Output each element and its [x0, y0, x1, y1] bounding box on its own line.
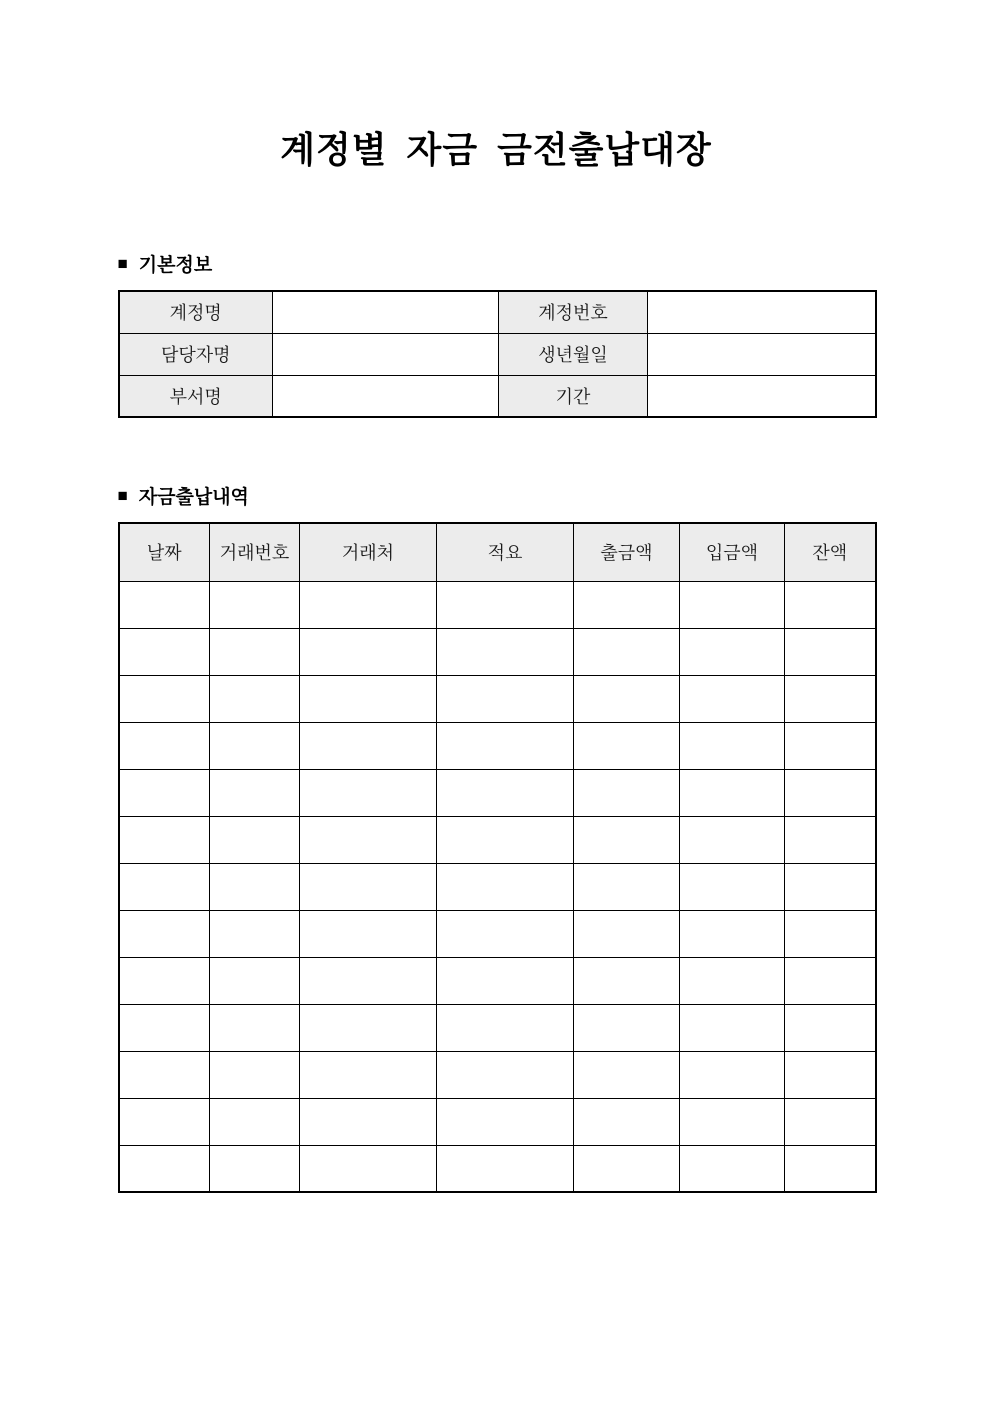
ledger-cell[interactable]	[785, 1145, 876, 1192]
ledger-cell[interactable]	[680, 816, 785, 863]
ledger-cell[interactable]	[574, 581, 680, 628]
basic-info-value-period[interactable]	[648, 375, 876, 417]
basic-info-label-department-name: 부서명	[119, 375, 273, 417]
ledger-cell[interactable]	[574, 1098, 680, 1145]
ledger-header-row	[119, 523, 876, 581]
ledger-cell[interactable]	[119, 816, 210, 863]
ledger-cell[interactable]	[437, 581, 574, 628]
ledger-cell[interactable]	[785, 816, 876, 863]
ledger-cell[interactable]	[210, 1145, 300, 1192]
ledger-cell[interactable]	[300, 1098, 437, 1145]
ledger-cell[interactable]	[785, 910, 876, 957]
ledger-cell[interactable]	[210, 628, 300, 675]
ledger-cell[interactable]	[680, 1004, 785, 1051]
ledger-cell[interactable]	[437, 628, 574, 675]
ledger-row	[119, 769, 876, 816]
basic-info-label-birth-date: 생년월일	[499, 333, 648, 375]
basic-info-value-department-name[interactable]	[273, 375, 499, 417]
ledger-cell[interactable]	[437, 957, 574, 1004]
ledger-cell[interactable]	[680, 1098, 785, 1145]
ledger-col-balance: 잔액	[785, 523, 876, 581]
ledger-cell[interactable]	[574, 675, 680, 722]
ledger-cell[interactable]	[119, 722, 210, 769]
basic-info-label-account-number: 계정번호	[499, 291, 648, 333]
ledger-cell[interactable]	[300, 1145, 437, 1192]
black-square-bullet-icon: ■	[117, 486, 128, 505]
ledger-row	[119, 910, 876, 957]
ledger-cell[interactable]	[210, 910, 300, 957]
ledger-row	[119, 1004, 876, 1051]
ledger-cell[interactable]	[574, 1145, 680, 1192]
basic-info-row	[119, 375, 876, 417]
ledger-cell[interactable]	[300, 581, 437, 628]
ledger-cell[interactable]	[210, 863, 300, 910]
ledger-cell[interactable]	[119, 1145, 210, 1192]
ledger-cell[interactable]	[300, 957, 437, 1004]
ledger-cell[interactable]	[437, 863, 574, 910]
section-heading-ledger	[118, 482, 875, 509]
basic-info-value-manager-name[interactable]	[273, 333, 499, 375]
ledger-row	[119, 1145, 876, 1192]
ledger-cell[interactable]	[119, 1098, 210, 1145]
ledger-row	[119, 628, 876, 675]
section-heading-basic-info	[118, 250, 875, 277]
ledger-cell[interactable]	[680, 1145, 785, 1192]
ledger-cell[interactable]	[437, 675, 574, 722]
ledger-col-vendor: 거래처	[300, 523, 437, 581]
ledger-cell[interactable]	[574, 1004, 680, 1051]
ledger-cell[interactable]	[437, 722, 574, 769]
basic-info-table	[118, 290, 877, 418]
ledger-cell[interactable]	[437, 816, 574, 863]
document-content	[118, 0, 875, 1193]
ledger-cell[interactable]	[680, 722, 785, 769]
ledger-cell[interactable]	[680, 675, 785, 722]
page-title: 계정별 자금 금전출납대장	[280, 129, 712, 170]
ledger-cell[interactable]	[210, 816, 300, 863]
ledger-row	[119, 863, 876, 910]
black-square-bullet-icon: ■	[117, 254, 128, 273]
ledger-cell[interactable]	[785, 1004, 876, 1051]
ledger-cell[interactable]	[680, 769, 785, 816]
ledger-cell[interactable]	[119, 1004, 210, 1051]
basic-info-value-account-name[interactable]	[273, 291, 499, 333]
ledger-cell[interactable]	[680, 581, 785, 628]
ledger-cell[interactable]	[210, 722, 300, 769]
ledger-cell[interactable]	[574, 816, 680, 863]
ledger-cell[interactable]	[785, 1098, 876, 1145]
ledger-col-date: 날짜	[119, 523, 210, 581]
ledger-cell[interactable]	[785, 957, 876, 1004]
ledger-cell[interactable]	[300, 722, 437, 769]
ledger-cell[interactable]	[210, 675, 300, 722]
ledger-cell[interactable]	[119, 581, 210, 628]
basic-info-label-account-name: 계정명	[119, 291, 273, 333]
ledger-cell[interactable]	[437, 1051, 574, 1098]
ledger-cell[interactable]	[574, 957, 680, 1004]
section-heading-ledger-label: 자금출납내역	[138, 487, 249, 508]
ledger-cell[interactable]	[300, 910, 437, 957]
ledger-col-description: 적요	[437, 523, 574, 581]
ledger-cell[interactable]	[300, 1004, 437, 1051]
ledger-row	[119, 581, 876, 628]
basic-info-value-birth-date[interactable]	[648, 333, 876, 375]
ledger-cell[interactable]	[210, 1098, 300, 1145]
ledger-cell[interactable]	[300, 675, 437, 722]
ledger-cell[interactable]	[210, 769, 300, 816]
ledger-cell[interactable]	[574, 863, 680, 910]
ledger-row	[119, 722, 876, 769]
ledger-cell[interactable]	[210, 957, 300, 1004]
ledger-cell[interactable]	[300, 628, 437, 675]
basic-info-row	[119, 291, 876, 333]
ledger-cell[interactable]	[437, 910, 574, 957]
section-heading-basic-info-label: 기본정보	[138, 255, 213, 276]
ledger-cell[interactable]	[437, 769, 574, 816]
ledger-col-deposit: 입금액	[680, 523, 785, 581]
ledger-cell[interactable]	[574, 769, 680, 816]
ledger-cell[interactable]	[210, 1051, 300, 1098]
ledger-cell[interactable]	[680, 910, 785, 957]
ledger-cell[interactable]	[119, 769, 210, 816]
ledger-cell[interactable]	[680, 628, 785, 675]
ledger-cell[interactable]	[300, 769, 437, 816]
ledger-cell[interactable]	[785, 769, 876, 816]
ledger-cell[interactable]	[785, 581, 876, 628]
ledger-cell[interactable]	[785, 863, 876, 910]
ledger-cell[interactable]	[574, 628, 680, 675]
ledger-cell[interactable]	[437, 1145, 574, 1192]
basic-info-label-period: 기간	[499, 375, 648, 417]
ledger-cell[interactable]	[785, 628, 876, 675]
ledger-cell[interactable]	[300, 1051, 437, 1098]
ledger-cell[interactable]	[680, 863, 785, 910]
ledger-cell[interactable]	[437, 1004, 574, 1051]
ledger-table	[118, 522, 877, 1193]
basic-info-value-account-number[interactable]	[648, 291, 876, 333]
ledger-row	[119, 957, 876, 1004]
ledger-cell[interactable]	[680, 1051, 785, 1098]
ledger-row	[119, 816, 876, 863]
ledger-cell[interactable]	[574, 722, 680, 769]
ledger-cell[interactable]	[785, 722, 876, 769]
ledger-cell[interactable]	[574, 1051, 680, 1098]
basic-info-label-manager-name: 담당자명	[119, 333, 273, 375]
basic-info-row	[119, 333, 876, 375]
ledger-row	[119, 1051, 876, 1098]
ledger-cell[interactable]	[680, 957, 785, 1004]
ledger-cell[interactable]	[119, 957, 210, 1004]
ledger-cell[interactable]	[210, 581, 300, 628]
ledger-cell[interactable]	[119, 910, 210, 957]
ledger-cell[interactable]	[574, 910, 680, 957]
ledger-cell[interactable]	[210, 1004, 300, 1051]
ledger-col-transaction-no: 거래번호	[210, 523, 300, 581]
ledger-table-body	[119, 581, 876, 1192]
ledger-col-withdrawal: 출금액	[574, 523, 680, 581]
ledger-cell[interactable]	[119, 863, 210, 910]
ledger-row	[119, 1098, 876, 1145]
ledger-cell[interactable]	[437, 1098, 574, 1145]
ledger-cell[interactable]	[119, 1051, 210, 1098]
ledger-cell[interactable]	[785, 1051, 876, 1098]
ledger-cell[interactable]	[785, 675, 876, 722]
ledger-cell[interactable]	[300, 863, 437, 910]
ledger-cell[interactable]	[119, 628, 210, 675]
ledger-cell[interactable]	[300, 816, 437, 863]
ledger-cell[interactable]	[119, 675, 210, 722]
ledger-row	[119, 675, 876, 722]
